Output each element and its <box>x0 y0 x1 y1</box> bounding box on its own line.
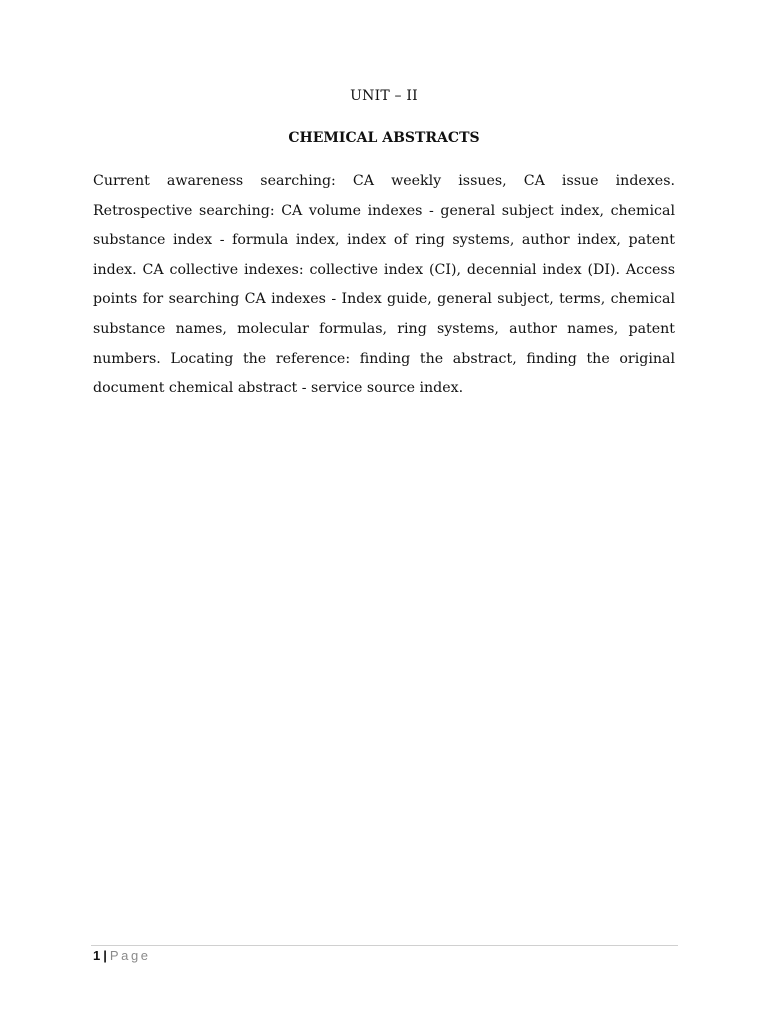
page-label: Page <box>109 948 151 963</box>
body-paragraph: Current awareness searching: CA weekly issues, CA issue indexes. Retrospective searching: CA volume indexes - general subject index, chemical substance index - formula index, index of ring systems, author index, patent index. CA collective indexes: collective index (CI), decennial index (DI). Access points for searching CA indexes - Index guide, general subject, terms, chemical substance names, molecular formulas, ring systems, author names, patent numbers. Locating the reference: finding the abstract, finding the original document chemical abstract - service source index. <box>93 173 675 397</box>
document-title: CHEMICAL ABSTRACTS <box>288 130 480 146</box>
unit-heading: UNIT – II <box>350 88 418 104</box>
footer-divider <box>91 945 678 946</box>
footer-separator: | <box>103 948 107 963</box>
page-number: 1 <box>93 948 101 963</box>
page-footer <box>93 947 151 965</box>
